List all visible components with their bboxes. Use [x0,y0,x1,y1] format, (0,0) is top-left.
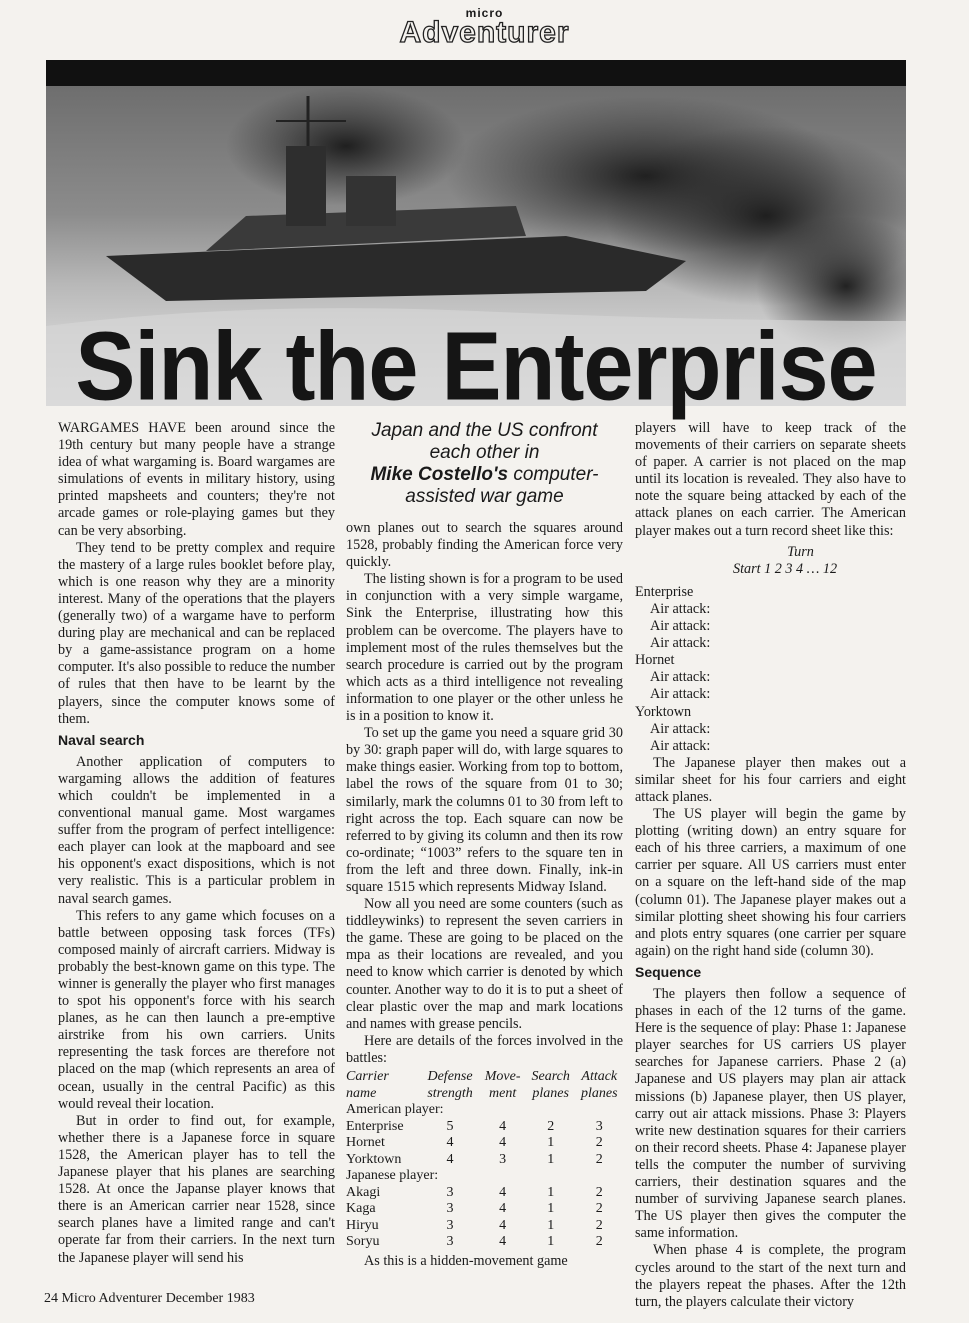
table-header-row [346,1086,623,1103]
group-label: American player: [346,1102,444,1117]
headline: Sink the Enterprise [75,313,877,421]
table-group-row [346,1102,623,1119]
table-cell: Soryu [346,1234,380,1249]
table-header: strength [427,1085,473,1101]
table-cell: 2 [595,1234,603,1249]
masthead [0,0,969,62]
table-cell: 4 [446,1151,454,1167]
paragraph: The US player will begin the game by plotting (writing down) an entry square for each of his three carriers, a maximum of one carrier per square. All US carriers must enter on a square on the left-hand side of the map (column 01). The Japanese player makes out a similar plotting sheet showing his four carriers and plots entry squares (one carrier per square again) on the right hand side (column 30). [635,806,906,959]
paragraph: To set up the game you need a square grid 30 by 30: graph paper will do, with large squares to make things easier. Working from top to bottom, label the rows of the square from 01 to 30; similarly, mark the columns 01 to 30 from left to right across the top. Each square can now be referred to by giving its column and then its row co-ordinate; “1003” refers to the square ten in from the left and three down. Finally, ink-in square 1515 which represents Midway Island. [346,725,623,895]
table-cell: 4 [499,1201,507,1216]
table-cell: 3 [446,1217,454,1233]
table-cell: 2 [595,1217,603,1233]
standfirst-author: Mike Costello's [370,464,509,485]
table-cell: 1 [547,1151,555,1167]
table-cell: 4 [499,1234,507,1249]
paragraph: As this is a hidden-movement game [364,1252,568,1269]
table-row [346,1218,623,1235]
subheading-naval-search: Naval search [58,731,145,748]
table-cell: 2 [595,1184,603,1200]
table-cell: Hiryu [346,1217,379,1233]
table-cell: 1 [547,1234,555,1249]
page-footer: 24 Micro Adventurer December 1983 [44,1291,255,1306]
standfirst-line: Japan and the US confront [371,420,598,441]
sheet-line: Air attack: [650,669,711,686]
table-cell: 2 [547,1118,555,1134]
table-cell: Hornet [346,1135,385,1150]
table-cell: Enterprise [346,1118,404,1134]
table-row [346,1119,623,1136]
table-header: Search [531,1069,570,1084]
sheet-line: Air attack: [650,635,711,652]
sheet-line: Air attack: [650,618,711,635]
sheet-carrier: Enterprise [635,583,694,600]
table-header: name [346,1085,377,1101]
paragraph: But in order to find out, for example, whether there is a Japanese force in square 1528, the American player has to tell the Japanese player that his planes are searching 1528. At once the Japanse player knows that there is an American carrier near 1528, since search planes have a limited range and can't operate far from their carriers. In the next turn the Japanese player will send his [58,1112,335,1266]
column-3 [635,420,906,1311]
table-cell: 4 [499,1118,507,1134]
table-cell: 4 [499,1217,507,1233]
table-row [346,1135,623,1152]
column-2 [346,420,623,1270]
table-cell: 2 [595,1201,603,1216]
sheet-line: Air attack: [650,600,711,617]
paragraph: The players then follow a sequence of phases in each of the 12 turns of the game. Here is the sequence of play: Phase 1: Japanese player searches for US carriers US player searches for Japanese carriers. Phase 2 (a) Japanese and US players may plan air attack missions (b) Japanese player, then US player, carry out air attack missions. Phase 3: Players write new destination squares for their carriers on their record sheets. Phase 4: Japanese player tells the computer the number of surviving carriers, their destination squares and the number of surviving Japanese search planes. The US player then gives the computer the same information. [635,986,906,1242]
masthead-micro: micro [465,6,504,20]
table-cell: 1 [547,1201,555,1216]
paragraph: This refers to any game which focuses on a battle between opposing task forces (TFs) composed mainly of aircraft carriers. Midway is probably the best-known game on this type. The winner is generally the player who first manages to spot his opponent's force with his search planes, as he can then launch a pre-emptive airstrike from his own carriers. Units representing the task forces are therefore not placed on the map (which represents an area of ocean, usually in the central Pacific) as this would reveal their location. [58,907,335,1112]
table-cell: 5 [446,1118,454,1134]
table-cell: 1 [547,1135,555,1150]
table-header: planes [581,1085,618,1101]
table-cell: 1 [547,1184,555,1200]
table-header-row [346,1069,623,1086]
table-cell: Yorktown [346,1151,402,1167]
table-row [346,1185,623,1202]
standfirst-line: computer- [513,464,599,485]
table-cell: 3 [595,1118,603,1134]
table-cell: 1 [547,1217,555,1233]
paragraph: Another application of computers to wargaming allows the addition of features which couldn't be implemented in a conventional manual game. Most wargames suffer from the program of perfect intelligence: each player can look at the mapboard and see his opponent's exact dispositions, which is not very realistic. This is a particular problem in naval search games. [58,753,335,907]
paragraph: Now all you need are some counters (such as tiddleywinks) to represent the seven carriers in the game. These are going to be placed on the mpa as their locations are revealed, and you need to know which carrier is denoted by which counter. Another way to do it is to put a sheet of clear plastic over the map and mark locations and names with grease pencils. [346,896,623,1032]
paragraph: Here are details of the forces involved in the battles: [346,1032,623,1066]
subheading-sequence: Sequence [635,963,702,980]
sheet-carrier: Hornet [635,652,675,669]
paragraph: WARGAMES HAVE been around since the 19th century but many people have a strange idea of what wargaming is. Board wargames are simulations of events in military history, using printed mapsheets and counters; they're not arcade games or role-playing games but they can be very absorbing. [58,420,335,539]
table-cell: 2 [595,1151,603,1167]
paragraph: own planes out to search the squares around 1528, probably finding the American force very quickly. [346,520,623,571]
table-cell: 4 [499,1135,507,1150]
paragraph: The listing shown is for a program to be used in conjunction with a very simple wargame, Sink the Enterprise, illustrating how this problem can be overcome. The players have to implement most of the rules themselves but the search procedure is carried out by the program which acts as a third intelligence not revealing information to one player or the other unless he is in a position to know it. [346,571,623,725]
turn-row: Start 1 2 3 4 … 12 [733,560,838,577]
table-header: ment [489,1085,517,1101]
table-cell: 4 [499,1184,507,1200]
sheet-line: Air attack: [650,720,711,737]
table-cell: 3 [499,1151,507,1167]
table-cell: 3 [446,1201,454,1216]
paragraph: When phase 4 is complete, the program cycles around to the start of the next turn and the players repeat the phases. After the 12th turn, the players calculate their victory [635,1242,906,1310]
standfirst-line: each other in [429,442,540,463]
table-row [346,1152,623,1169]
table-row [346,1201,623,1218]
sheet-line: Air attack: [650,737,711,754]
table-header: Carrier [346,1069,389,1084]
table-cell: 3 [446,1234,454,1249]
table-header: Defense [427,1069,473,1084]
table-group-row [346,1168,623,1185]
table-cell: 2 [595,1135,603,1150]
paragraph: The Japanese player then makes out a similar sheet for his four carriers and eight attack planes. [635,754,906,805]
table-header: planes [532,1085,569,1101]
table-header: Move- [484,1069,521,1084]
masthead-brand: Adventurer [399,16,570,49]
sheet-line: Air attack: [650,686,711,703]
header-bar [46,60,906,86]
forces-table [346,1069,623,1251]
standfirst-line: assisted war game [405,486,564,507]
turn-label: Turn [787,543,814,560]
table-cell: Kaga [346,1201,376,1216]
table-cell: 3 [446,1184,454,1200]
table-header: Attack [581,1069,618,1084]
table-row [346,1234,623,1251]
paragraph: They tend to be pretty complex and require the mastery of a large rules booklet before play, which is one reason why they are a minority interest. Many of the operations that the players (generally two) of a wargame have to perform during play are mechanical and can be replaced by a game-assistance program on a home computer. It's also possible to reduce the number of rules that then have to be learnt by the players, since the computer knows some of them. [58,539,335,727]
column-1 [58,420,335,1267]
table-cell: 4 [446,1135,454,1150]
group-label: Japanese player: [346,1168,439,1183]
standfirst [346,420,623,508]
paragraph: players will have to keep track of the movements of their carriers on separate sheets of paper. A carrier is not placed on the map until its location is revealed. They also have to note the square being attacked by each of the attack planes on each carrier. The American player makes out a turn record sheet like this: [635,420,906,539]
turn-record-sheet [635,584,906,755]
sheet-carrier: Yorktown [635,703,692,720]
table-cell: Akagi [346,1184,381,1200]
